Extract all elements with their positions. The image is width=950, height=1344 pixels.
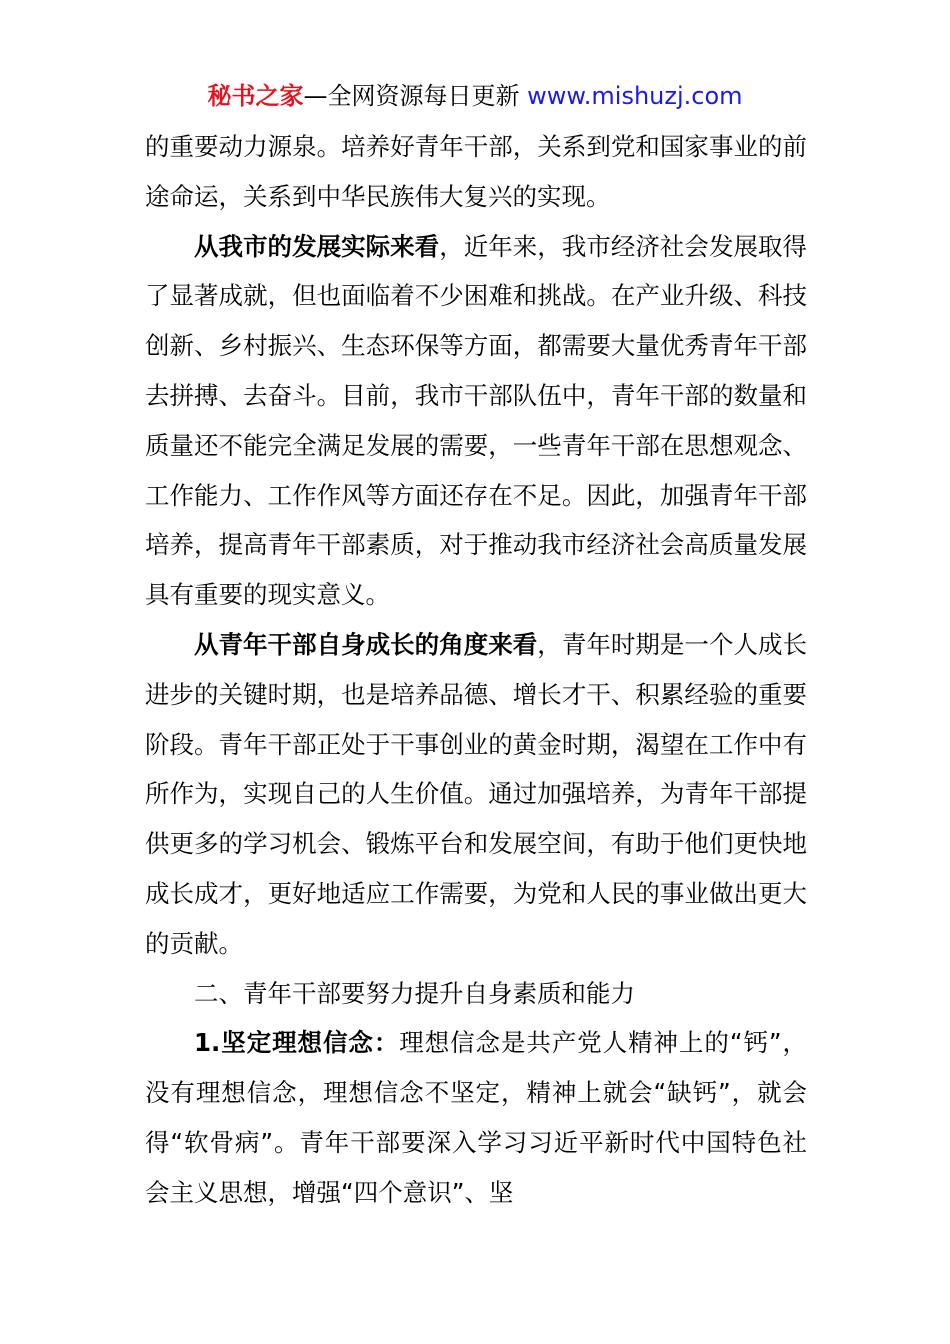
paragraph-ideals <box>145 1018 807 1217</box>
section-heading-text: 二、青年干部要努力提升自身素质和能力 <box>194 978 635 1008</box>
paragraph-lead: 从我市的发展实际来看 <box>194 231 440 261</box>
site-url[interactable]: www.mishuzj.com <box>527 82 743 110</box>
paragraph-text: ，青年时期是一个人成长进步的关键时期，也是培养品德、增长才干、积累经验的重要阶段。青年干部正处于干事创业的黄金时期，渴望在工作中有所作为，实现自己的人生价值。通过加强培养，为青年干部提供更多的学习机会、锻炼平台和发展空间，有助于他们更快地成长成才，更好地适应工作需要，为党和人民的事业做出更大的贡献。 <box>145 629 808 958</box>
paragraph-text: ，近年来，我市经济社会发展取得了显著成就，但也面临着不少困难和挑战。在产业升级、科技创新、乡村振兴、生态环保等方面，都需要大量优秀青年干部去拼搏、去奋斗。目前，我市干部队伍中，青年干部的数量和质量还不能完全满足发展的需要，一些青年干部在思想观念、工作能力、工作作风等方面还存在不足。因此，加强青年干部培养，提高青年干部素质，对于推动我市经济社会高质量发展具有重要的现实意义。 <box>145 231 808 610</box>
section-heading <box>145 969 807 1019</box>
paragraph-lead: 1.坚定理想信念： <box>194 1028 400 1058</box>
paragraph-lead: 从青年干部自身成长的角度来看 <box>194 629 538 659</box>
paragraph-continuation <box>145 122 807 222</box>
paragraph-text: 的重要动力源泉。培养好青年干部，关系到党和国家事业的前途命运，关系到中华民族伟大复兴的实现。 <box>145 132 807 211</box>
site-header <box>0 80 950 112</box>
paragraph-city-development <box>145 222 807 620</box>
document-body <box>145 122 807 1218</box>
site-tagline: —全网资源每日更新 <box>303 82 528 110</box>
site-brand: 秘书之家 <box>207 82 304 110</box>
paragraph-personal-growth <box>145 620 807 969</box>
paragraph-text: 理想信念是共产党人精神上的“钙”，没有理想信念，理想信念不坚定，精神上就会“缺钙”，就会得“软骨病”。青年干部要深入学习习近平新时代中国特色社会主义思想，增强“四个意识”、坚 <box>145 1028 807 1207</box>
